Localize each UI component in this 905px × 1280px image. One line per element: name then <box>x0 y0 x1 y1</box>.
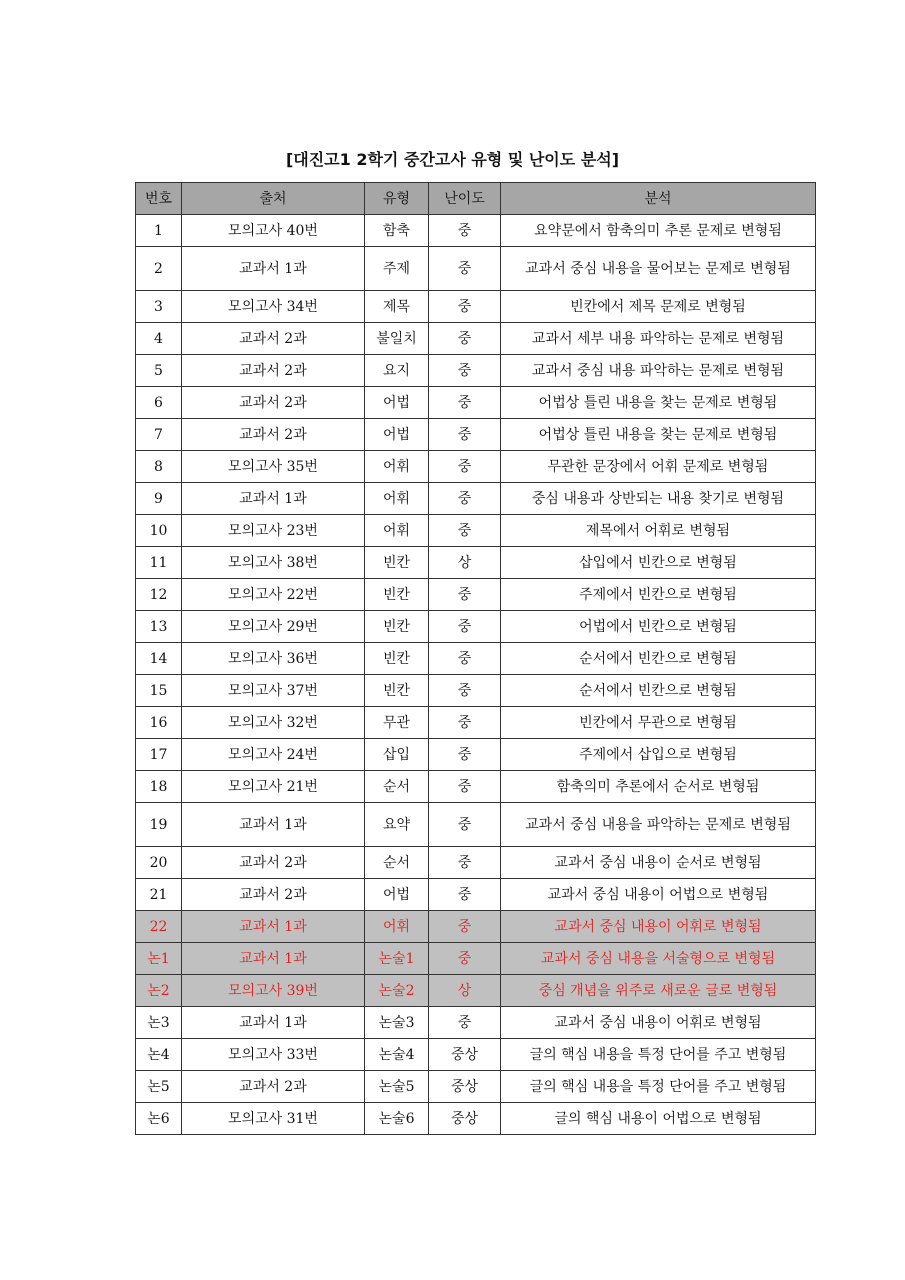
cell-analysis: 삽입에서 빈칸으로 변형됨 <box>501 547 816 579</box>
cell-difficulty: 중 <box>429 675 501 707</box>
cell-type: 빈칸 <box>365 547 429 579</box>
cell-analysis: 교과서 중심 내용이 어휘로 변형됨 <box>501 1007 816 1039</box>
cell-difficulty: 중 <box>429 355 501 387</box>
cell-difficulty: 중상 <box>429 1071 501 1103</box>
cell-difficulty: 상 <box>429 547 501 579</box>
cell-type: 어휘 <box>365 451 429 483</box>
table-row <box>136 1007 816 1039</box>
cell-type: 논술2 <box>365 975 429 1007</box>
cell-difficulty: 중 <box>429 291 501 323</box>
cell-source: 모의고사 38번 <box>182 547 365 579</box>
cell-source: 모의고사 35번 <box>182 451 365 483</box>
cell-analysis: 순서에서 빈칸으로 변형됨 <box>501 643 816 675</box>
cell-number: 12 <box>136 579 182 611</box>
cell-analysis: 함축의미 추론에서 순서로 변형됨 <box>501 771 816 803</box>
cell-difficulty: 중 <box>429 707 501 739</box>
cell-number: 21 <box>136 879 182 911</box>
cell-number: 18 <box>136 771 182 803</box>
cell-analysis: 교과서 세부 내용 파악하는 문제로 변형됨 <box>501 323 816 355</box>
table-row <box>136 1039 816 1071</box>
cell-difficulty: 중 <box>429 515 501 547</box>
cell-analysis: 교과서 중심 내용이 어휘로 변형됨 <box>501 911 816 943</box>
cell-number: 10 <box>136 515 182 547</box>
cell-source: 교과서 1과 <box>182 943 365 975</box>
cell-difficulty: 중 <box>429 419 501 451</box>
cell-source: 교과서 1과 <box>182 247 365 291</box>
table-row <box>136 515 816 547</box>
cell-difficulty: 중 <box>429 387 501 419</box>
cell-difficulty: 중 <box>429 215 501 247</box>
cell-number: 3 <box>136 291 182 323</box>
cell-type: 어휘 <box>365 911 429 943</box>
cell-type: 요지 <box>365 355 429 387</box>
document-title: [대진고1 2학기 중간고사 유형 및 난이도 분석] <box>285 150 620 169</box>
cell-source: 모의고사 29번 <box>182 611 365 643</box>
cell-number: 논1 <box>136 943 182 975</box>
cell-source: 교과서 1과 <box>182 911 365 943</box>
cell-type: 함축 <box>365 215 429 247</box>
table-row <box>136 879 816 911</box>
cell-difficulty: 중 <box>429 451 501 483</box>
table-row <box>136 1103 816 1135</box>
cell-source: 교과서 2과 <box>182 1071 365 1103</box>
cell-type: 어법 <box>365 387 429 419</box>
table-row <box>136 323 816 355</box>
cell-difficulty: 중 <box>429 911 501 943</box>
table-row <box>136 483 816 515</box>
table-row <box>136 771 816 803</box>
cell-number: 5 <box>136 355 182 387</box>
analysis-table <box>135 182 816 1135</box>
cell-difficulty: 중 <box>429 483 501 515</box>
cell-analysis: 어법에서 빈칸으로 변형됨 <box>501 611 816 643</box>
cell-type: 어휘 <box>365 515 429 547</box>
cell-number: 15 <box>136 675 182 707</box>
cell-type: 요약 <box>365 803 429 847</box>
table-row <box>136 355 816 387</box>
cell-source: 교과서 2과 <box>182 355 365 387</box>
cell-source: 모의고사 39번 <box>182 975 365 1007</box>
cell-analysis: 글의 핵심 내용을 특정 단어를 주고 변형됨 <box>501 1039 816 1071</box>
table-row <box>136 1071 816 1103</box>
cell-number: 논4 <box>136 1039 182 1071</box>
cell-difficulty: 중 <box>429 943 501 975</box>
cell-source: 교과서 2과 <box>182 387 365 419</box>
cell-type: 어법 <box>365 879 429 911</box>
cell-analysis: 교과서 중심 내용을 물어보는 문제로 변형됨 <box>501 247 816 291</box>
cell-type: 빈칸 <box>365 643 429 675</box>
cell-source: 모의고사 37번 <box>182 675 365 707</box>
cell-type: 순서 <box>365 771 429 803</box>
cell-number: 논2 <box>136 975 182 1007</box>
cell-source: 모의고사 36번 <box>182 643 365 675</box>
cell-analysis: 빈칸에서 무관으로 변형됨 <box>501 707 816 739</box>
table-row <box>136 579 816 611</box>
table-row <box>136 975 816 1007</box>
cell-number: 19 <box>136 803 182 847</box>
table-row <box>136 451 816 483</box>
cell-analysis: 교과서 중심 내용 파악하는 문제로 변형됨 <box>501 355 816 387</box>
header-difficulty: 난이도 <box>429 183 501 215</box>
cell-number: 논3 <box>136 1007 182 1039</box>
cell-type: 불일치 <box>365 323 429 355</box>
header-number: 번호 <box>136 183 182 215</box>
cell-source: 모의고사 33번 <box>182 1039 365 1071</box>
cell-type: 삽입 <box>365 739 429 771</box>
cell-analysis: 무관한 문장에서 어휘 문제로 변형됨 <box>501 451 816 483</box>
cell-type: 빈칸 <box>365 675 429 707</box>
cell-number: 22 <box>136 911 182 943</box>
cell-source: 모의고사 34번 <box>182 291 365 323</box>
cell-source: 모의고사 23번 <box>182 515 365 547</box>
table-row <box>136 847 816 879</box>
table-row <box>136 643 816 675</box>
table-row <box>136 707 816 739</box>
cell-source: 교과서 1과 <box>182 1007 365 1039</box>
cell-number: 13 <box>136 611 182 643</box>
cell-difficulty: 중 <box>429 771 501 803</box>
cell-number: 16 <box>136 707 182 739</box>
cell-analysis: 요약문에서 함축의미 추론 문제로 변형됨 <box>501 215 816 247</box>
cell-analysis: 교과서 중심 내용을 서술형으로 변형됨 <box>501 943 816 975</box>
cell-number: 11 <box>136 547 182 579</box>
header-type: 유형 <box>365 183 429 215</box>
cell-difficulty: 중 <box>429 247 501 291</box>
cell-analysis: 교과서 중심 내용이 순서로 변형됨 <box>501 847 816 879</box>
table-row <box>136 611 816 643</box>
cell-difficulty: 중 <box>429 847 501 879</box>
cell-analysis: 주제에서 빈칸으로 변형됨 <box>501 579 816 611</box>
cell-type: 논술4 <box>365 1039 429 1071</box>
cell-analysis: 순서에서 빈칸으로 변형됨 <box>501 675 816 707</box>
table-row <box>136 419 816 451</box>
cell-number: 논6 <box>136 1103 182 1135</box>
cell-source: 모의고사 21번 <box>182 771 365 803</box>
cell-difficulty: 중상 <box>429 1103 501 1135</box>
cell-analysis: 제목에서 어휘로 변형됨 <box>501 515 816 547</box>
cell-analysis: 주제에서 삽입으로 변형됨 <box>501 739 816 771</box>
table-row <box>136 803 816 847</box>
cell-source: 교과서 1과 <box>182 483 365 515</box>
cell-source: 교과서 1과 <box>182 803 365 847</box>
cell-source: 모의고사 32번 <box>182 707 365 739</box>
cell-analysis: 빈칸에서 제목 문제로 변형됨 <box>501 291 816 323</box>
cell-type: 어휘 <box>365 483 429 515</box>
table-header <box>136 183 816 215</box>
cell-analysis: 중심 내용과 상반되는 내용 찾기로 변형됨 <box>501 483 816 515</box>
header-source: 출처 <box>182 183 365 215</box>
cell-difficulty: 중 <box>429 1007 501 1039</box>
cell-difficulty: 중 <box>429 611 501 643</box>
cell-number: 8 <box>136 451 182 483</box>
cell-analysis: 어법상 틀린 내용을 찾는 문제로 변형됨 <box>501 419 816 451</box>
cell-difficulty: 중 <box>429 643 501 675</box>
cell-analysis: 교과서 중심 내용을 파악하는 문제로 변형됨 <box>501 803 816 847</box>
cell-analysis: 어법상 틀린 내용을 찾는 문제로 변형됨 <box>501 387 816 419</box>
cell-analysis: 글의 핵심 내용을 특정 단어를 주고 변형됨 <box>501 1071 816 1103</box>
table-row <box>136 675 816 707</box>
cell-type: 주제 <box>365 247 429 291</box>
cell-source: 교과서 2과 <box>182 419 365 451</box>
cell-number: 7 <box>136 419 182 451</box>
cell-difficulty: 중 <box>429 323 501 355</box>
header-analysis: 분석 <box>501 183 816 215</box>
table-row <box>136 911 816 943</box>
cell-source: 교과서 2과 <box>182 847 365 879</box>
cell-number: 17 <box>136 739 182 771</box>
cell-number: 2 <box>136 247 182 291</box>
cell-difficulty: 중 <box>429 879 501 911</box>
cell-difficulty: 중상 <box>429 1039 501 1071</box>
cell-source: 교과서 2과 <box>182 879 365 911</box>
table-row <box>136 291 816 323</box>
cell-number: 14 <box>136 643 182 675</box>
cell-type: 제목 <box>365 291 429 323</box>
table-row <box>136 943 816 975</box>
cell-type: 빈칸 <box>365 611 429 643</box>
table-row <box>136 739 816 771</box>
cell-analysis: 교과서 중심 내용이 어법으로 변형됨 <box>501 879 816 911</box>
cell-number: 6 <box>136 387 182 419</box>
cell-analysis: 중심 개념을 위주로 새로운 글로 변형됨 <box>501 975 816 1007</box>
cell-source: 모의고사 40번 <box>182 215 365 247</box>
cell-number: 1 <box>136 215 182 247</box>
cell-number: 20 <box>136 847 182 879</box>
table-row <box>136 247 816 291</box>
cell-source: 모의고사 31번 <box>182 1103 365 1135</box>
cell-source: 모의고사 22번 <box>182 579 365 611</box>
cell-type: 논술3 <box>365 1007 429 1039</box>
cell-type: 무관 <box>365 707 429 739</box>
table-row <box>136 387 816 419</box>
cell-difficulty: 중 <box>429 739 501 771</box>
cell-number: 9 <box>136 483 182 515</box>
table-row <box>136 547 816 579</box>
cell-type: 빈칸 <box>365 579 429 611</box>
cell-source: 교과서 2과 <box>182 323 365 355</box>
cell-difficulty: 중 <box>429 579 501 611</box>
cell-type: 논술1 <box>365 943 429 975</box>
cell-analysis: 글의 핵심 내용이 어법으로 변형됨 <box>501 1103 816 1135</box>
cell-type: 순서 <box>365 847 429 879</box>
cell-type: 논술5 <box>365 1071 429 1103</box>
cell-number: 4 <box>136 323 182 355</box>
cell-difficulty: 중 <box>429 803 501 847</box>
cell-type: 어법 <box>365 419 429 451</box>
cell-source: 모의고사 24번 <box>182 739 365 771</box>
cell-type: 논술6 <box>365 1103 429 1135</box>
table-row <box>136 215 816 247</box>
cell-number: 논5 <box>136 1071 182 1103</box>
cell-difficulty: 상 <box>429 975 501 1007</box>
